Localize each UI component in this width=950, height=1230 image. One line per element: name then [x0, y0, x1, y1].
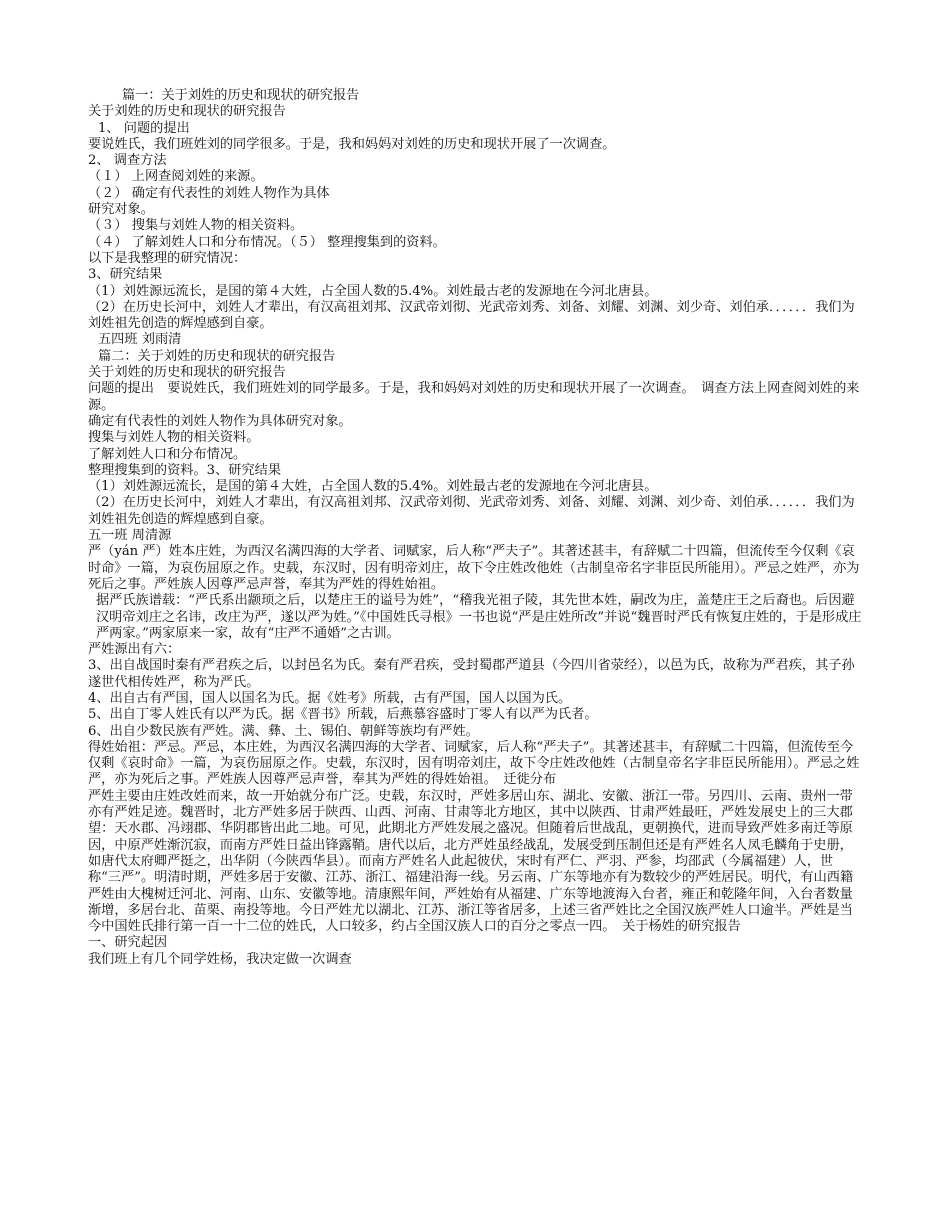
paragraph: 据严氏族谱载：“严氏系出颛顼之后，以楚庄王的谥号为姓”，“稽我光祖子陵，其先世本姓，嗣改为庄，盖楚庄王之后裔也。后因避汉明帝刘庄之名讳，改庄为严，遂以严为姓。”《中国姓氏寻根》一书也说“严是庄姓所改”并说“魏晋时严氏有恢复庄姓的，于是形成庄严两家。”两家原来一家，故有“庄严不通婚”之古训。	[96, 593, 862, 641]
paragraph: 严姓源出有六：	[88, 642, 181, 658]
paragraph: （１） 上网查阅刘姓的来源。	[88, 169, 264, 185]
paragraph: 严姓主要由庄姓改姓而来，故一开始就分布广泛。史载，东汉时，严姓多居山东、湖北、安徽、浙江一带。另四川、云南、贵州一带亦有严姓足迹。魏晋时，北方严姓多居于陕西、山西、河南、甘肃等北方地区，其中以陕西、甘肃严姓最旺，严姓发展史上的三大郡望：天水郡、冯翊郡、华阴郡皆出此二地。可见，此期北方严姓发展之盛况。但随着后世战乱，更朝换代，进而导致严姓多南迁等原因，中原严姓渐沉寂，而南方严姓日益出锋露鞘。唐代以后，北方严姓虽经战乱，发展受到压制但还是有严姓名人凤毛麟角于史册，如唐代太府卿严挺之，出华阴（今陕西华县）。而南方严姓名人此起彼伏，宋时有严仁、严羽、严参，均邵武（今属福建）人，世称“三严”。明清时期，严姓多居于安徽、江苏、浙江、福建沿海一线。另云南、广东等地亦有为数较少的严姓居民。明代，有山西籍严姓由大槐树迁河北、河南、山东、安徽等地。清康熙年间，严姓始有从福建、广东等地渡海入台者，雍正和乾隆年间，入台者数量渐增，多居台北、苗栗、南投等地。今日严姓尤以湖北、江苏、浙江等省居多，上述三省严姓比之全国汉族严姓人口逾半。严姓是当今中国姓氏排行第一百一十二位的姓氏，人口较多，约占全国汉族人口的百分之零点一四。 关于杨姓的研究报告	[88, 788, 854, 935]
paragraph: 6、出自少数民族有严姓。满、彝、土、锡伯、朝鲜等族均有严姓。	[88, 723, 479, 739]
paragraph: 了解刘姓人口和分布情况。	[88, 446, 247, 462]
paragraph: 要说姓氏，我们班姓刘的同学很多。于是，我和妈妈对刘姓的历史和现状开展了一次调查。	[88, 136, 616, 152]
paragraph: （２） 确定有代表性的刘姓人物作为具体	[88, 185, 330, 201]
paragraph: 4、出自古有严国，国人以国名为氏。据《姓考》所载，古有严国，国人以国为氏。	[88, 690, 572, 706]
paragraph: 得姓始祖：严忌。严忌，本庄姓，为西汉名满四海的大学者、词赋家，后人称“严夫子”。其著述甚丰，有辞赋二十四篇，但流传至今仅剩《哀时命》一篇，为哀伤屈原之作。史载，东汉时，因有明帝刘庄，故下令庄姓改他姓（古制皇帝名字非臣民所能用）。严忌之姓严，亦为死后之事。严姓族人因尊严忌声誉，奉其为严姓的得姓始祖。 迁徙分布	[88, 739, 860, 788]
paragraph: 5、出自丁零人姓氏有以严为氏。据《晋书》所载，后燕慕容盛时丁零人有以严为氏者。	[88, 707, 598, 723]
paragraph: 3、研究结果	[88, 267, 163, 283]
paragraph: 篇一：关于刘姓的历史和现状的研究报告	[122, 88, 360, 103]
paragraph: （1）刘姓源远流长，是国的第４大姓，占全国人数的5.4%。刘姓最古老的发源地在今河北唐县。	[88, 479, 658, 495]
paragraph: （2）在历史长河中，刘姓人才辈出，有汉高祖刘邦、汉武帝刘彻、光武帝刘秀、刘备、刘耀、刘渊、刘少奇、刘伯承．．．．．．我们为刘姓祖先创造的辉煌感到自豪。	[88, 495, 855, 527]
paragraph: 2、 调查方法	[88, 153, 167, 169]
paragraph: 五一班 周清源	[88, 528, 172, 544]
paragraph: （４） 了解刘姓人口和分布情况。（５） 整理搜集到的资料。	[88, 234, 446, 250]
paragraph: 关于刘姓的历史和现状的研究报告	[88, 365, 286, 381]
paragraph: （1）刘姓源远流长，是国的第４大姓，占全国人数的5.4%。刘姓最古老的发源地在今河北唐县。	[88, 283, 658, 299]
paragraph: （３） 搜集与刘姓人物的相关资料。	[88, 218, 304, 234]
paragraph: 搜集与刘姓人物的相关资料。	[88, 430, 260, 446]
paragraph: 严（yán 严）姓本庄姓，为西汉名满四海的大学者、词赋家，后人称“严夫子”。其著述甚丰，有辞赋二十四篇，但流传至今仅剩《哀时命》一篇，为哀伤屈原之作。史载，东汉时，因有明帝刘庄，故下令庄姓改他姓（古制皇帝名字非臣民所能用）。严忌之姓严，亦为死后之事。严姓族人因尊严忌声誉，奉其为严姓的得姓始祖。	[88, 544, 860, 592]
document-body	[88, 88, 866, 968]
paragraph: （2）在历史长河中，刘姓人才辈出，有汉高祖刘邦、汉武帝刘彻、光武帝刘秀、刘备、刘耀、刘渊、刘少奇、刘伯承．．．．．．我们为刘姓祖先创造的辉煌感到自豪。	[88, 299, 855, 332]
paragraph: 3、出自战国时秦有严君疾之后，以封邑名为氏。秦有严君疾，受封蜀郡严道县（今四川省荥经），以邑为氏，故称为严君疾，其子孙遂世代相传姓严，称为严氏。	[88, 658, 855, 690]
paragraph: 篇二：关于刘姓的历史和现状的研究报告	[98, 348, 336, 364]
paragraph: 关于刘姓的历史和现状的研究报告	[88, 104, 286, 120]
paragraph: 确定有代表性的刘姓人物作为具体研究对象。	[88, 413, 352, 429]
paragraph: 1、 问题的提出	[98, 120, 190, 136]
paragraph: 整理搜集到的资料。3、研究结果	[88, 462, 282, 478]
paragraph: 问题的提出 要说姓氏，我们班姓刘的同学最多。于是，我和妈妈对刘姓的历史和现状开展了一次调查。 调查方法上网查阅刘姓的来源。	[88, 381, 860, 413]
paragraph: 研究对象。	[88, 202, 154, 218]
paragraph: 我们班上有几个同学姓杨，我决定做一次调查	[88, 951, 352, 967]
paragraph: 一、研究起因	[88, 935, 168, 951]
paragraph: 以下是我整理的研究情况：	[88, 250, 247, 266]
paragraph: 五四班 刘雨清	[98, 332, 182, 348]
